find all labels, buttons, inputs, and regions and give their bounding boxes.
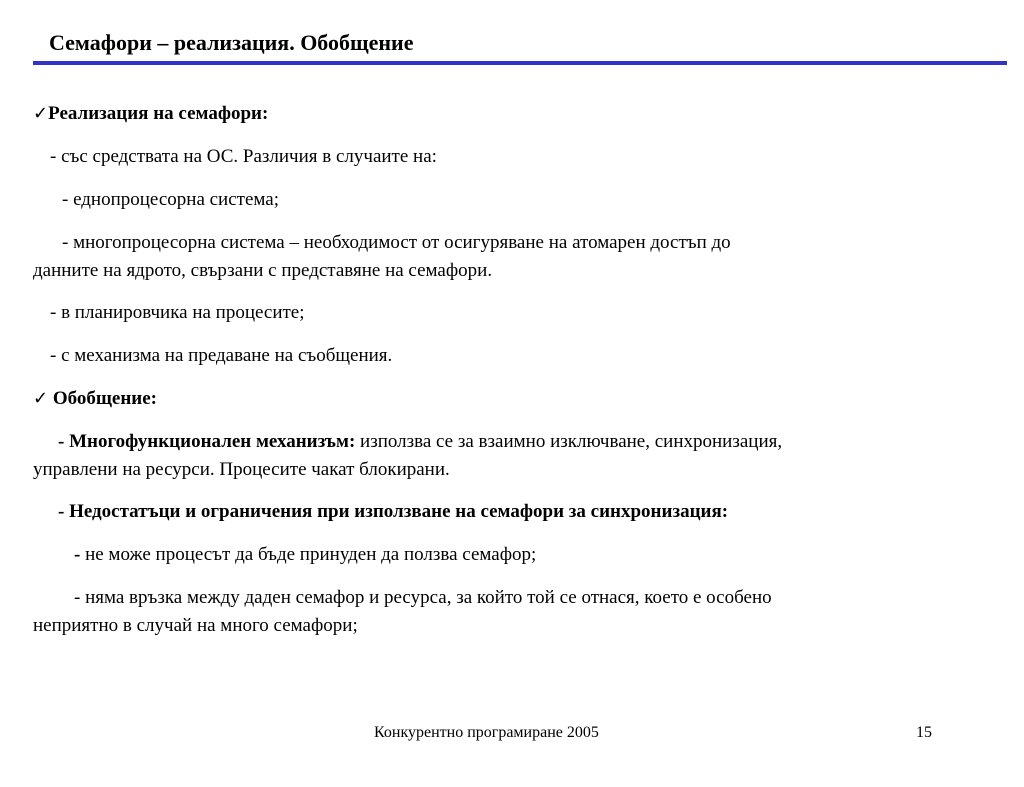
bullet-drawbacks: - Недостатъци и ограничения при използване на семафори за синхронизация:: [58, 501, 729, 522]
section-heading-summary: [33, 385, 993, 413]
bullet-not-forced: [33, 541, 1024, 569]
bullet-text: използва се за взаимно изключване, синхронизация,: [355, 431, 783, 452]
bullet-multifunctional: [33, 428, 1018, 456]
heading-text: Обобщение:: [52, 388, 158, 409]
checkmark-icon: ✓: [33, 388, 49, 409]
bold-dash: -: [74, 544, 81, 565]
bullet-text: не може процесът да бъде принуден да ползва семафор;: [80, 544, 537, 565]
checkmark-icon: ✓: [33, 103, 49, 124]
heading-text: Реализация на семафори:: [48, 103, 269, 124]
section-heading-implementation: [33, 100, 993, 128]
bullet-message-passing: - с механизма на предаване на съобщения.: [50, 345, 393, 366]
bullet-no-relation-continued: неприятно в случай на много семафори;: [33, 615, 358, 636]
bullet-multifunctional-continued: управлени на ресурси. Процесите чакат блокирани.: [33, 459, 450, 480]
bullet-multiprocessor-continued: данните на ядрото, свързани с представяне на семафори.: [33, 260, 493, 281]
bullet-uniprocessor: - еднопроцесорна система;: [62, 189, 279, 210]
bullet-scheduler: - в планировчика на процесите;: [50, 302, 305, 323]
page-number: 15: [916, 724, 932, 741]
bullet-no-relation: - няма връзка между даден семафор и ресурса, за който той се отнася, което е особено: [74, 587, 772, 608]
slide-title: Семафори – реализация. Обобщение: [49, 30, 414, 55]
bullet-multiprocessor: - многопроцесорна система – необходимост от осигуряване на атомарен достъп до: [62, 232, 731, 253]
bold-label: - Многофункционален механизъм:: [58, 431, 356, 452]
footer-course-title: Конкурентно програмиране 2005: [374, 724, 599, 741]
bullet-os-means: - със средствата на ОС. Различия в случаите на:: [50, 146, 437, 167]
title-underline: [33, 61, 1007, 65]
